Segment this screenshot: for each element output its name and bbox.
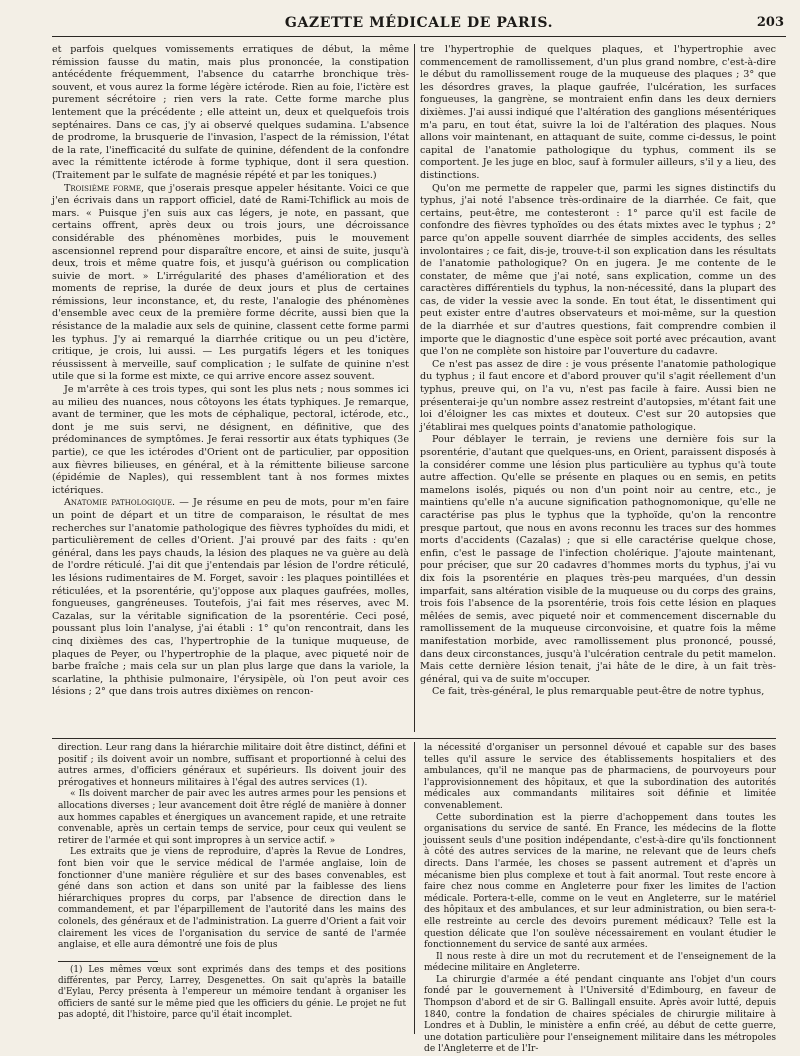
paragraph: Je m'arrête à ces trois types, qui sont les plus nets ; nous sommes ici au milieu des nuances, nous côtoyons les états typhiques. Je remarque, avant de terminer, que les mots de céphalique, pectoral, ictérode, etc., dont je me suis servi, ne désignent, en définitive, que des prédominances de symptômes. Je ferai ressortir aux états typhiques (3e partie), ce que les ictérodes d'Orient ont de particulier, par opposition aux fièvres bilieuses, en général, et à la rémittente bilieuse sarcone (épidémie de Naples), qui ressemblent tant à nos formes mixtes ictériques. <box>52 384 409 496</box>
footnote-text: (1) Les mêmes vœux sont exprimés dans des temps et des positions différentes, par Percy, Larrey, Desgenettes. On sait qu'après la bataille d'Eylau, Percy présenta à l'empereur un mémoire tendant à organiser les officiers de santé sur le même pied que les officiers du génie. Le projet ne fut pas adopté, dit l'histoire, parce qu'il était incomplet. <box>58 965 406 1020</box>
paragraph <box>52 497 409 699</box>
paragraph: Les extraits que je viens de reproduire, d'après la Revue de Londres, font bien voir que le service médical de l'armée anglaise, loin de fonctionner d'une manière régulière et sur des bases convenables, est géné dans son action et dans son unité par la faiblesse des liens hiérarchiques propres du corps, par l'absence de direction dans le commandement, et par l'éparpillement de l'autorité dans les mains des colonels, des généraux et de l'administration. La guerre d'Orient a fait voir clairement les vices de l'organisation du service de santé de l'armée anglaise, et elle aura démontré une fois de plus <box>58 847 406 951</box>
page-number: 203 <box>756 15 784 30</box>
paragraph <box>52 183 409 385</box>
paragraph: Ce fait, très-général, le plus remarquable peut-être de notre typhus, <box>432 686 765 698</box>
paragraph-text: , que j'oserais presque appeler hésitante. Voici ce que j'en écrivais dans un rapport officiel, daté de Rami-Tchiflick au mois de mars. « Puisque j'en suis aux cas légers, je note, en passant, que certains offrent, après deux ou trois jours, une décroissance considérable des phénomènes morbides, puis le mouvement ascensionnel reprend pour disparaître encore, et ainsi de suite, jusqu'à deux, trois et même quatre fois, et jusqu'à guérison ou complication suivie de mort. » L'irrégularité des phases d'amélioration et des moments de reprise, la durée de deux jours et plus de certaines rémissions, leur inconstance, et, du reste, l'analogie des phénomènes d'ensemble avec ceux de la première forme décrite, aussi bien que la résistance de la maladie aux sels de quinine, classent cette forme parmi les typhus. J'y ai remarqué la diarrhée critique ou un peu d'ictère, critique, je crois, lui aussi. — Les purgatifs légers et les toniques réussissent à merveille, sauf complication ; le sulfate de quinine n'est utile que si la forme est mixte, ce qui arrive encore assez souvent. <box>52 182 409 383</box>
paragraph-text: — Je résume en peu de mots, pour m'en faire un point de départ et un titre de comparaison, le résultat de mes recherches sur l'anatomie pathologique des fièvres typhoïdes du midi, et particulièrement de celles d'Orient. J'ai prouvé par des faits : qu'en général, dans les pays chauds, la lésion des plaques ne va guère au delà de l'ordre réticulé. J'ai dit que j'entendais par lésion de l'ordre réticulé, les lésions rudimentaires de M. Forget, savoir : les plaques pointillées et réticulées, et la psorentérie, qu'j'oppose aux plaques gaufrées, molles, fongueuses, gangréneuses. Toutefois, j'ai fait mes réserves, avec M. Cazalas, sur la véritable signification de la psorentérie. Ceci posé, poussant plus loin l'analyse, j'ai établi : 1° qu'on rencontrait, dans les cinq dixièmes des cas, l'hypertrophie de la tunique muqueuse, de plaques de Peyer, ou l'hypertrophie de la plaque, avec piqueté noir de barbe fraîche ; mais cela sur un plan plus large que dans la variole, la scarlatine, la phthisie pulmonaire, l'érysipèle, où l'on peut avoir ces lésions ; 2° que dans trois autres dixièmes on rencon- <box>52 497 409 698</box>
paragraph: Cette subordination est la pierre d'achoppement dans toutes les organisations du service de santé. En France, les médecins de la flotte jouissent seuls d'une position indépendante, c'est-à-dire qu'ils fonctionnent à côté des autres services de la marine, ne relevant que de leurs chefs directs. Dans l'armée, les choses se passent autrement et d'après un mécanisme bien plus complexe et tout à fait anormal. Tout reste encore à faire chez nous comme en Angleterre pour fixer les limites de l'action médicale. Portera-t-elle, comme on le veut en Angleterre, sur le matériel des hôpitaux et des ambulances, et sur leur administration, ou bien sera-t-elle restreinte au cercle des devoirs purement médicaux? Telle est la question délicate que l'on soulève nécessairement en voulant étudier le fonctionnement du service de santé aux armées. <box>424 812 776 951</box>
column-divider <box>414 44 415 732</box>
feuilleton-column-right <box>424 743 776 1055</box>
paragraph: Qu'on me permette de rappeler que, parmi les signes distinctifs du typhus, j'ai noté l'absence très-ordinaire de la diarrhée. Ce fait, que certains, peut-être, me contesteront : 1° parce qu'il est facile de confondre des fièvres typhoïdes ou des états mixtes avec le typhus ; 2° parce qu'on appelle souvent diarrhée de simples accidents, des selles involontaires ; ce fait, dis-je, trouve-t-il son explication dans les résultats de l'anatomie pathologique? On en jugera. Je me contente de le constater, de même que j'ai noté, sans explication, comme un des caractères différentiels du typhus, la non-nécessité, dans la plupart des cas, de vider la vessie avec la sonde. En tout état, le dissentiment qui peut exister entre d'autres observateurs et moi-même, sur la question de la diarrhée et sur d'autres questions, fait comprendre combien il importe que le diagnostic d'une espèce soit porté avec précaution, avant que l'on ne complète son histoire par l'ouverture du cadavre. <box>420 182 776 358</box>
section-heading: Troisième forme <box>64 182 141 194</box>
paragraph: Ce n'est pas assez de dire : je vous présente l'anatomie pathologique du typhus ; il faut encore et d'abord prouver qu'il s'agit réellement d'un typhus, preuve qui, on l'a vu, n'est pas facile à faire. Aussi bien ne présenterai-je qu'un nombre assez restreint d'autopsies, m'étant fait une loi d'éloigner les cas mixtes et douteux. C'est sur 20 autopsies que j'établirai mes quelques points d'anatomie pathologique. <box>420 358 776 433</box>
journal-title: GAZETTE MÉDICALE DE PARIS. <box>284 15 554 31</box>
feuilleton-column-left <box>58 743 406 957</box>
paragraph: Il nous reste à dire un mot du recrutement et de l'enseignement de la médecine militaire en Angleterre. <box>424 951 776 974</box>
article-column-right <box>420 44 776 734</box>
paragraph: La chirurgie d'armée a été pendant cinquante ans l'objet d'un cours fondé par le gouvernement à l'Université d'Edimbourg, en faveur de Thompson d'abord et de sir G. Ballingall ensuite. Après avoir lutté, depuis 1840, contre la fondation de chaires spéciales de chirurgie militaire à Londres et à Dublin, le ministère a enfin créé, au début de cette guerre, une dotation particulière pour l'enseignement militaire dans les métropoles de l'Angleterre et de l'Ir- <box>424 974 776 1055</box>
footnote <box>58 965 406 1035</box>
footnote-rule <box>58 961 158 962</box>
column-divider <box>414 742 415 1034</box>
section-divider <box>52 738 776 739</box>
page-header <box>52 14 786 37</box>
paragraph: tre l'hypertrophie de quelques plaques, et l'hypertrophie avec commencement de ramollissement, d'un plus grand nombre, c'est-à-dire le début du ramollissement rouge de la muqueuse des plaques ; 3° que les désordres graves, la plaque gaufrée, l'ulcération, les surfaces fongueuses, la gangrène, se montraient enfin dans les deux derniers dixièmes. J'ai aussi indiqué que l'altération des ganglions mésentériques m'a paru, en tout état, suivre la loi de l'altération des plaques. Nous allons voir maintenant, en attaquant de suite, comme ci-dessus, le point capital de l'anatomie pathologique du typhus, comment ils se comportent. Je les juge en bloc, sauf à formuler ailleurs, s'il y a lieu, des distinctions. <box>420 44 776 181</box>
paragraph: et parfois quelques vomissements erratiques de début, la même rémission fausse du matin, mais plus prononcée, la constipation antécédente fréquemment, l'absence du catarrhe bronchique très-souvent, et vous aurez la forme légère ictérode. Rien au foie, l'ictère est purement sécrétoire ; rien vers la rate. Cette forme marche plus lentement que la précédente ; elle atteint un, deux et quelquefois trois septénaires. Dans ce cas, j'y ai observé quelques sudamina. L'absence de prodrome, la brusquerie de l'invasion, l'aspect de la rémission, l'état de la rate, l'inefficacité du sulfate de quinine, défendent de la confondre avec la rémittente ictérode à forme typhique, dont il sera question. (Traitement par le sulfate de magnésie répété et par les toniques.) <box>52 44 409 181</box>
paragraph: la nécessité d'organiser un personnel dévoué et capable sur des bases telles qu'il assure le service des établissements hospitaliers et des ambulances, qu'il ne manque pas de pharmaciens, de pourvoyeurs pour l'approvisionnement des hôpitaux, et que la subordination des autorités médicales aux commandants militaires soit définie et limitée convenablement. <box>424 743 776 811</box>
section-heading: Anatomie pathologique. <box>64 497 176 509</box>
paragraph: Pour déblayer le terrain, je reviens une dernière fois sur la psorentérie, d'autant que quelques-uns, en Orient, paraissent disposés à la considérer comme une lésion plus particulière au typhus qu'à toute autre affection. Qu'elle se présente en plaques ou en semis, en petits mamelons isolés, piqués ou non d'un point noir au centre, etc., je maintiens qu'elle n'a aucune signification pathognomonique, qu'elle ne caractérise pas plus le typhus que la typhoïde, qu'on la rencontre presque partout, que nous en avons reconnu les traces sur des hommes morts d'accidents (Cazalas) ; que si elle caractérise quelque chose, enfin, c'est le passage de l'infection cholérique. J'ajoute maintenant, pour préciser, que sur 20 cadavres d'hommes morts du typhus, j'ai vu dix fois la psorentérie en plaques très-peu marquées, d'un dessin imparfait, sans altération visible de la muqueuse ou du corps des grains, trois fois l'absence de la psorentérie, trois fois cette lésion en plaques mêlées de semis, avec piqueté noir et commencement discernable du ramollissement de la muqueuse circonvoisine, et quatre fois la même manifestation morbide, avec ramollissement plus prononcé, poussé, dans deux circonstances, jusqu'à l'ulcération centrale du petit mamelon. Mais cette dernière lésion tenait, j'ai hâte de le dire, à un fait très-général, qui va de suite m'occuper. <box>420 434 776 685</box>
paragraph: « Ils doivent marcher de pair avec les autres armes pour les pensions et allocations diverses ; leur avancement doit être réglé de manière à donner aux hommes capables et énergiques un avancement rapide, et une retraite convenable, après un certain temps de service, pour ceux qui veulent se retirer de l'armée et qui sont impropres à un service actif. » <box>58 789 406 846</box>
article-column-left <box>52 44 409 734</box>
paragraph: direction. Leur rang dans la hiérarchie militaire doit être distinct, défini et positif ; ils doivent avoir un nombre, suffisant et proportionné à celui des autres armes, d'officiers généraux et supérieurs. Ils doivent jouir des prérogatives et honneurs militaires à l'égal des autres services (1). <box>58 743 406 788</box>
